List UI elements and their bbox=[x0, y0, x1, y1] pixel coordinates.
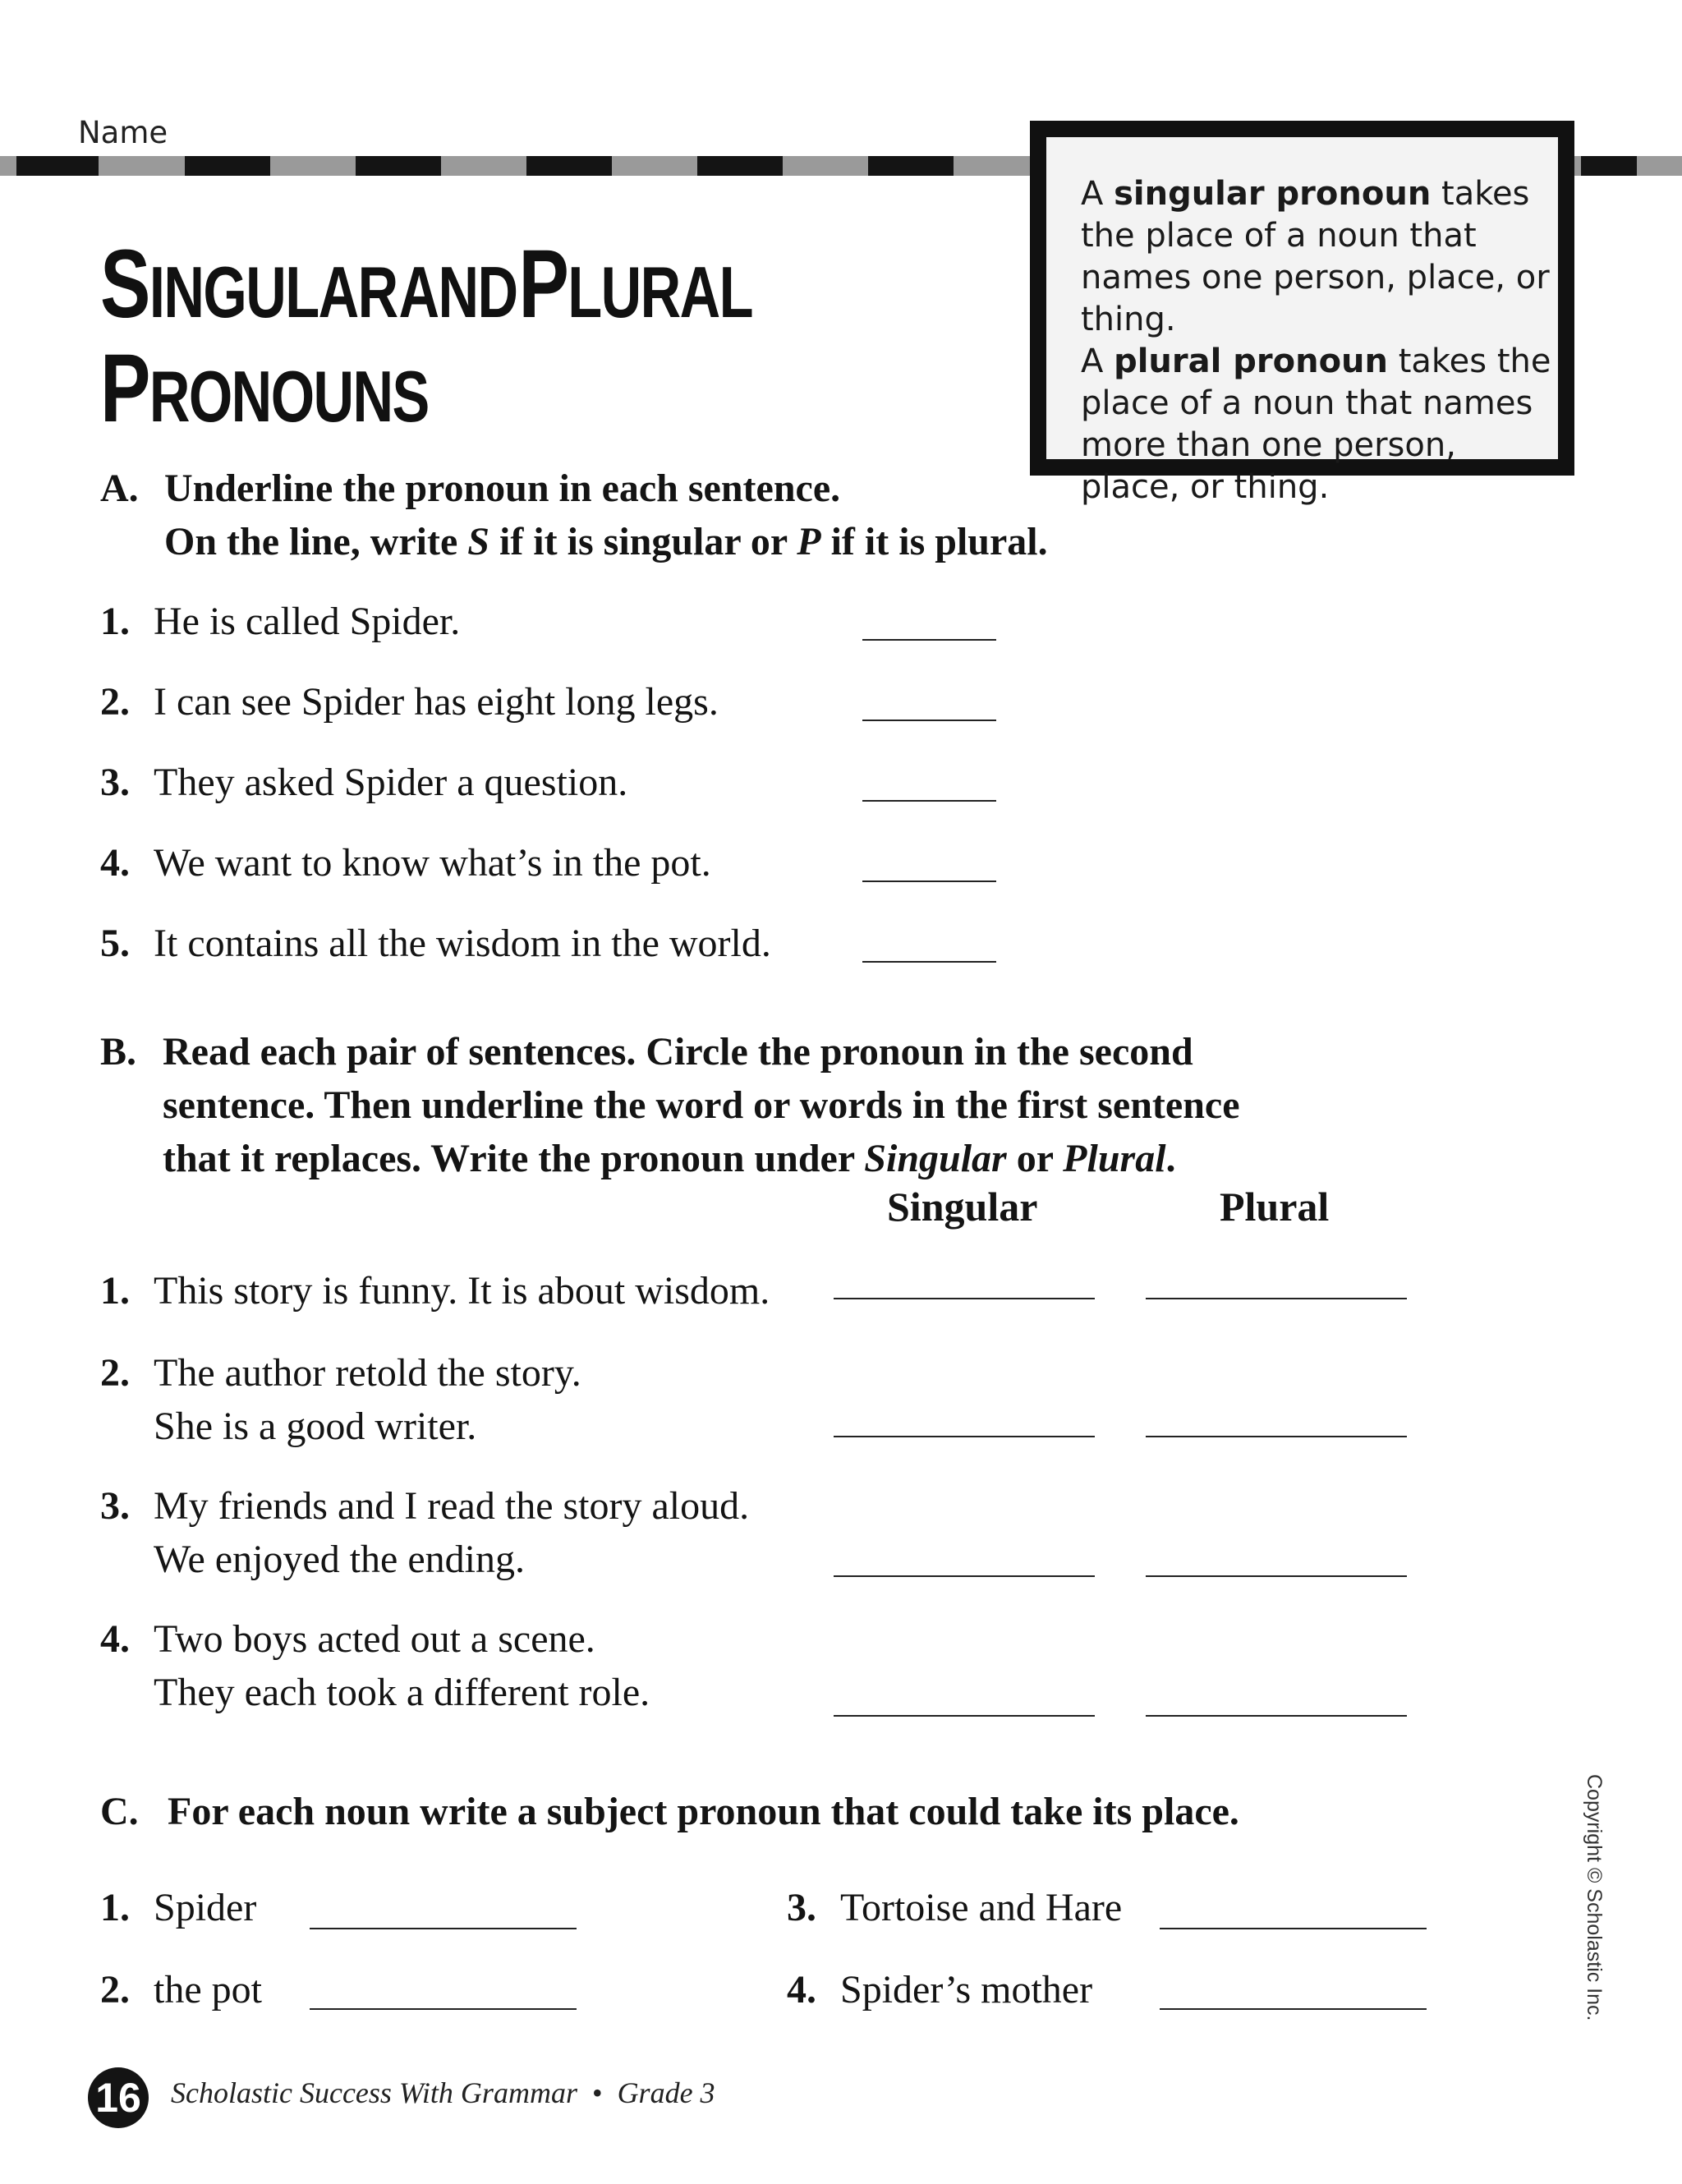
answer-line[interactable] bbox=[862, 880, 996, 882]
plural-answer-line[interactable] bbox=[1146, 1436, 1407, 1437]
name-label: Name bbox=[78, 115, 168, 150]
section-c-letter: C. bbox=[100, 1790, 139, 1833]
page-number-badge: 16 bbox=[88, 2067, 149, 2128]
section-a-letter: A. bbox=[100, 467, 139, 510]
answer-line[interactable] bbox=[862, 720, 996, 721]
definition-box bbox=[1030, 121, 1574, 506]
section-b-letter: B. bbox=[100, 1030, 137, 1074]
singular-answer-line[interactable] bbox=[834, 1436, 1095, 1437]
answer-line[interactable] bbox=[1160, 1928, 1427, 1929]
book-title: Scholastic Success With Grammar bbox=[171, 2076, 577, 2109]
answer-line[interactable] bbox=[862, 800, 996, 802]
answer-line[interactable] bbox=[862, 639, 996, 641]
bullet-separator: • bbox=[591, 2076, 603, 2109]
term-singular-pronoun: singular pronoun bbox=[1114, 175, 1432, 213]
answer-line[interactable] bbox=[862, 961, 996, 963]
singular-answer-line[interactable] bbox=[834, 1715, 1095, 1717]
answer-line[interactable] bbox=[1160, 2008, 1427, 2010]
term-plural-pronoun: plural pronoun bbox=[1114, 343, 1389, 380]
page-title-line-2: PRONOUNS bbox=[100, 334, 429, 443]
footer-book-info bbox=[171, 2076, 715, 2110]
column-header-singular: Singular bbox=[887, 1184, 1038, 1230]
singular-answer-line[interactable] bbox=[834, 1575, 1095, 1577]
page-title-line-1: SINGULAR AND PLURAL bbox=[100, 230, 753, 338]
plural-answer-line[interactable] bbox=[1146, 1298, 1407, 1299]
singular-answer-line[interactable] bbox=[834, 1298, 1095, 1299]
grade-label: Grade 3 bbox=[617, 2076, 715, 2109]
plural-answer-line[interactable] bbox=[1146, 1575, 1407, 1577]
answer-line[interactable] bbox=[310, 1928, 577, 1929]
column-header-plural: Plural bbox=[1220, 1184, 1330, 1230]
definition-text: A singular pronoun takes the place of a noun that names one person, place, or thing. A plural pronoun takes the place of a noun that names more than one person, place, or thing. bbox=[1081, 175, 1551, 506]
copyright-notice: Copyright © Scholastic Inc. bbox=[1583, 1774, 1606, 2021]
answer-line[interactable] bbox=[310, 2008, 577, 2010]
plural-answer-line[interactable] bbox=[1146, 1715, 1407, 1717]
